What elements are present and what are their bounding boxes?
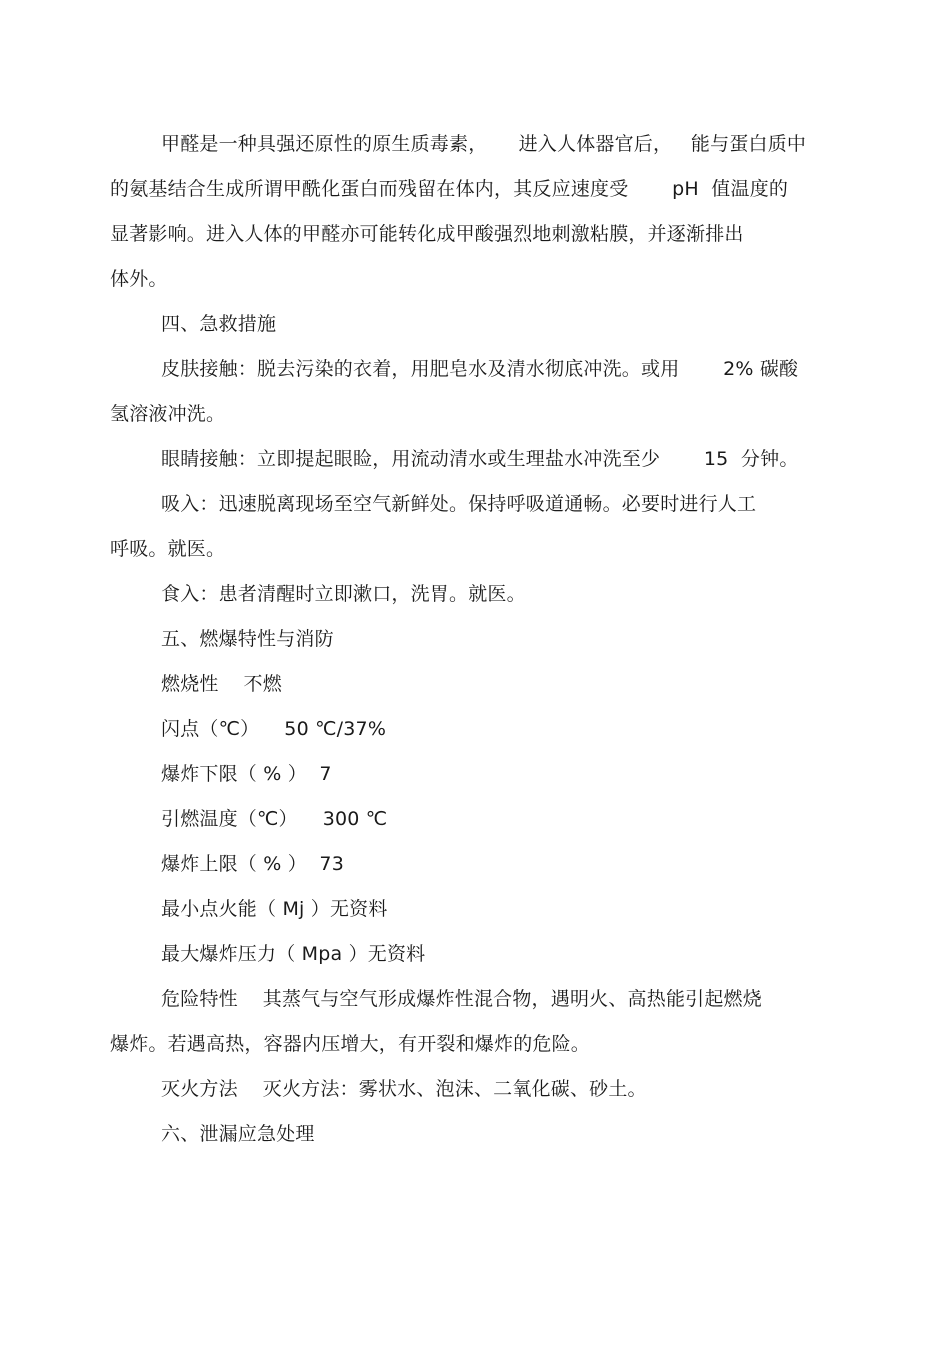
paragraph-line: 的氨基结合生成所谓甲酰化蛋白而残留在体内，其反应速度受 pH 值温度的 <box>110 178 789 200</box>
section-heading: 五、燃爆特性与消防 <box>161 628 334 650</box>
paragraph-line: 甲醛是一种具强还原性的原生质毒素， 进入人体器官后， 能与蛋白质中 <box>161 133 807 155</box>
paragraph-line: 氢溶液冲洗。 <box>110 403 226 425</box>
section-heading: 四、急救措施 <box>161 313 277 335</box>
paragraph-line: 吸入：迅速脱离现场至空气新鲜处。保持呼吸道通畅。必要时进行人工 <box>161 493 757 515</box>
property-line: 燃烧性 不燃 <box>161 673 282 695</box>
paragraph-line: 显著影响。进入人体的甲醛亦可能转化成甲酸强烈地刺激粘膜，并逐渐排出 <box>110 223 744 245</box>
paragraph-line: 皮肤接触：脱去污染的衣着，用肥皂水及清水彻底冲洗。或用 2% 碳酸 <box>161 358 799 380</box>
paragraph-line: 危险特性 其蒸气与空气形成爆炸性混合物，遇明火、高热能引起燃烧 <box>161 988 762 1010</box>
property-line: 闪点（℃） 50 ℃/37% <box>161 718 387 740</box>
property-line: 爆炸上限（ % ） 73 <box>161 853 344 875</box>
property-line: 最大爆炸压力（ Mpa ）无资料 <box>161 943 426 965</box>
paragraph-line: 体外。 <box>110 268 168 290</box>
paragraph-line: 爆炸。若遇高热，容器内压增大，有开裂和爆炸的危险。 <box>110 1033 591 1055</box>
paragraph-line: 眼睛接触：立即提起眼睑，用流动清水或生理盐水冲洗至少 15 分钟。 <box>161 448 799 470</box>
paragraph-line: 灭火方法 灭火方法：雾状水、泡沫、二氧化碳、砂土。 <box>161 1078 647 1100</box>
paragraph-line: 食入：患者清醒时立即漱口，洗胃。就医。 <box>161 583 526 605</box>
paragraph-line: 呼吸。就医。 <box>110 538 226 560</box>
property-line: 引燃温度（℃） 300 ℃ <box>161 808 388 830</box>
property-line: 最小点火能（ Mj ）无资料 <box>161 898 388 920</box>
property-line: 爆炸下限（ % ） 7 <box>161 763 332 785</box>
section-heading: 六、泄漏应急处理 <box>161 1123 315 1145</box>
